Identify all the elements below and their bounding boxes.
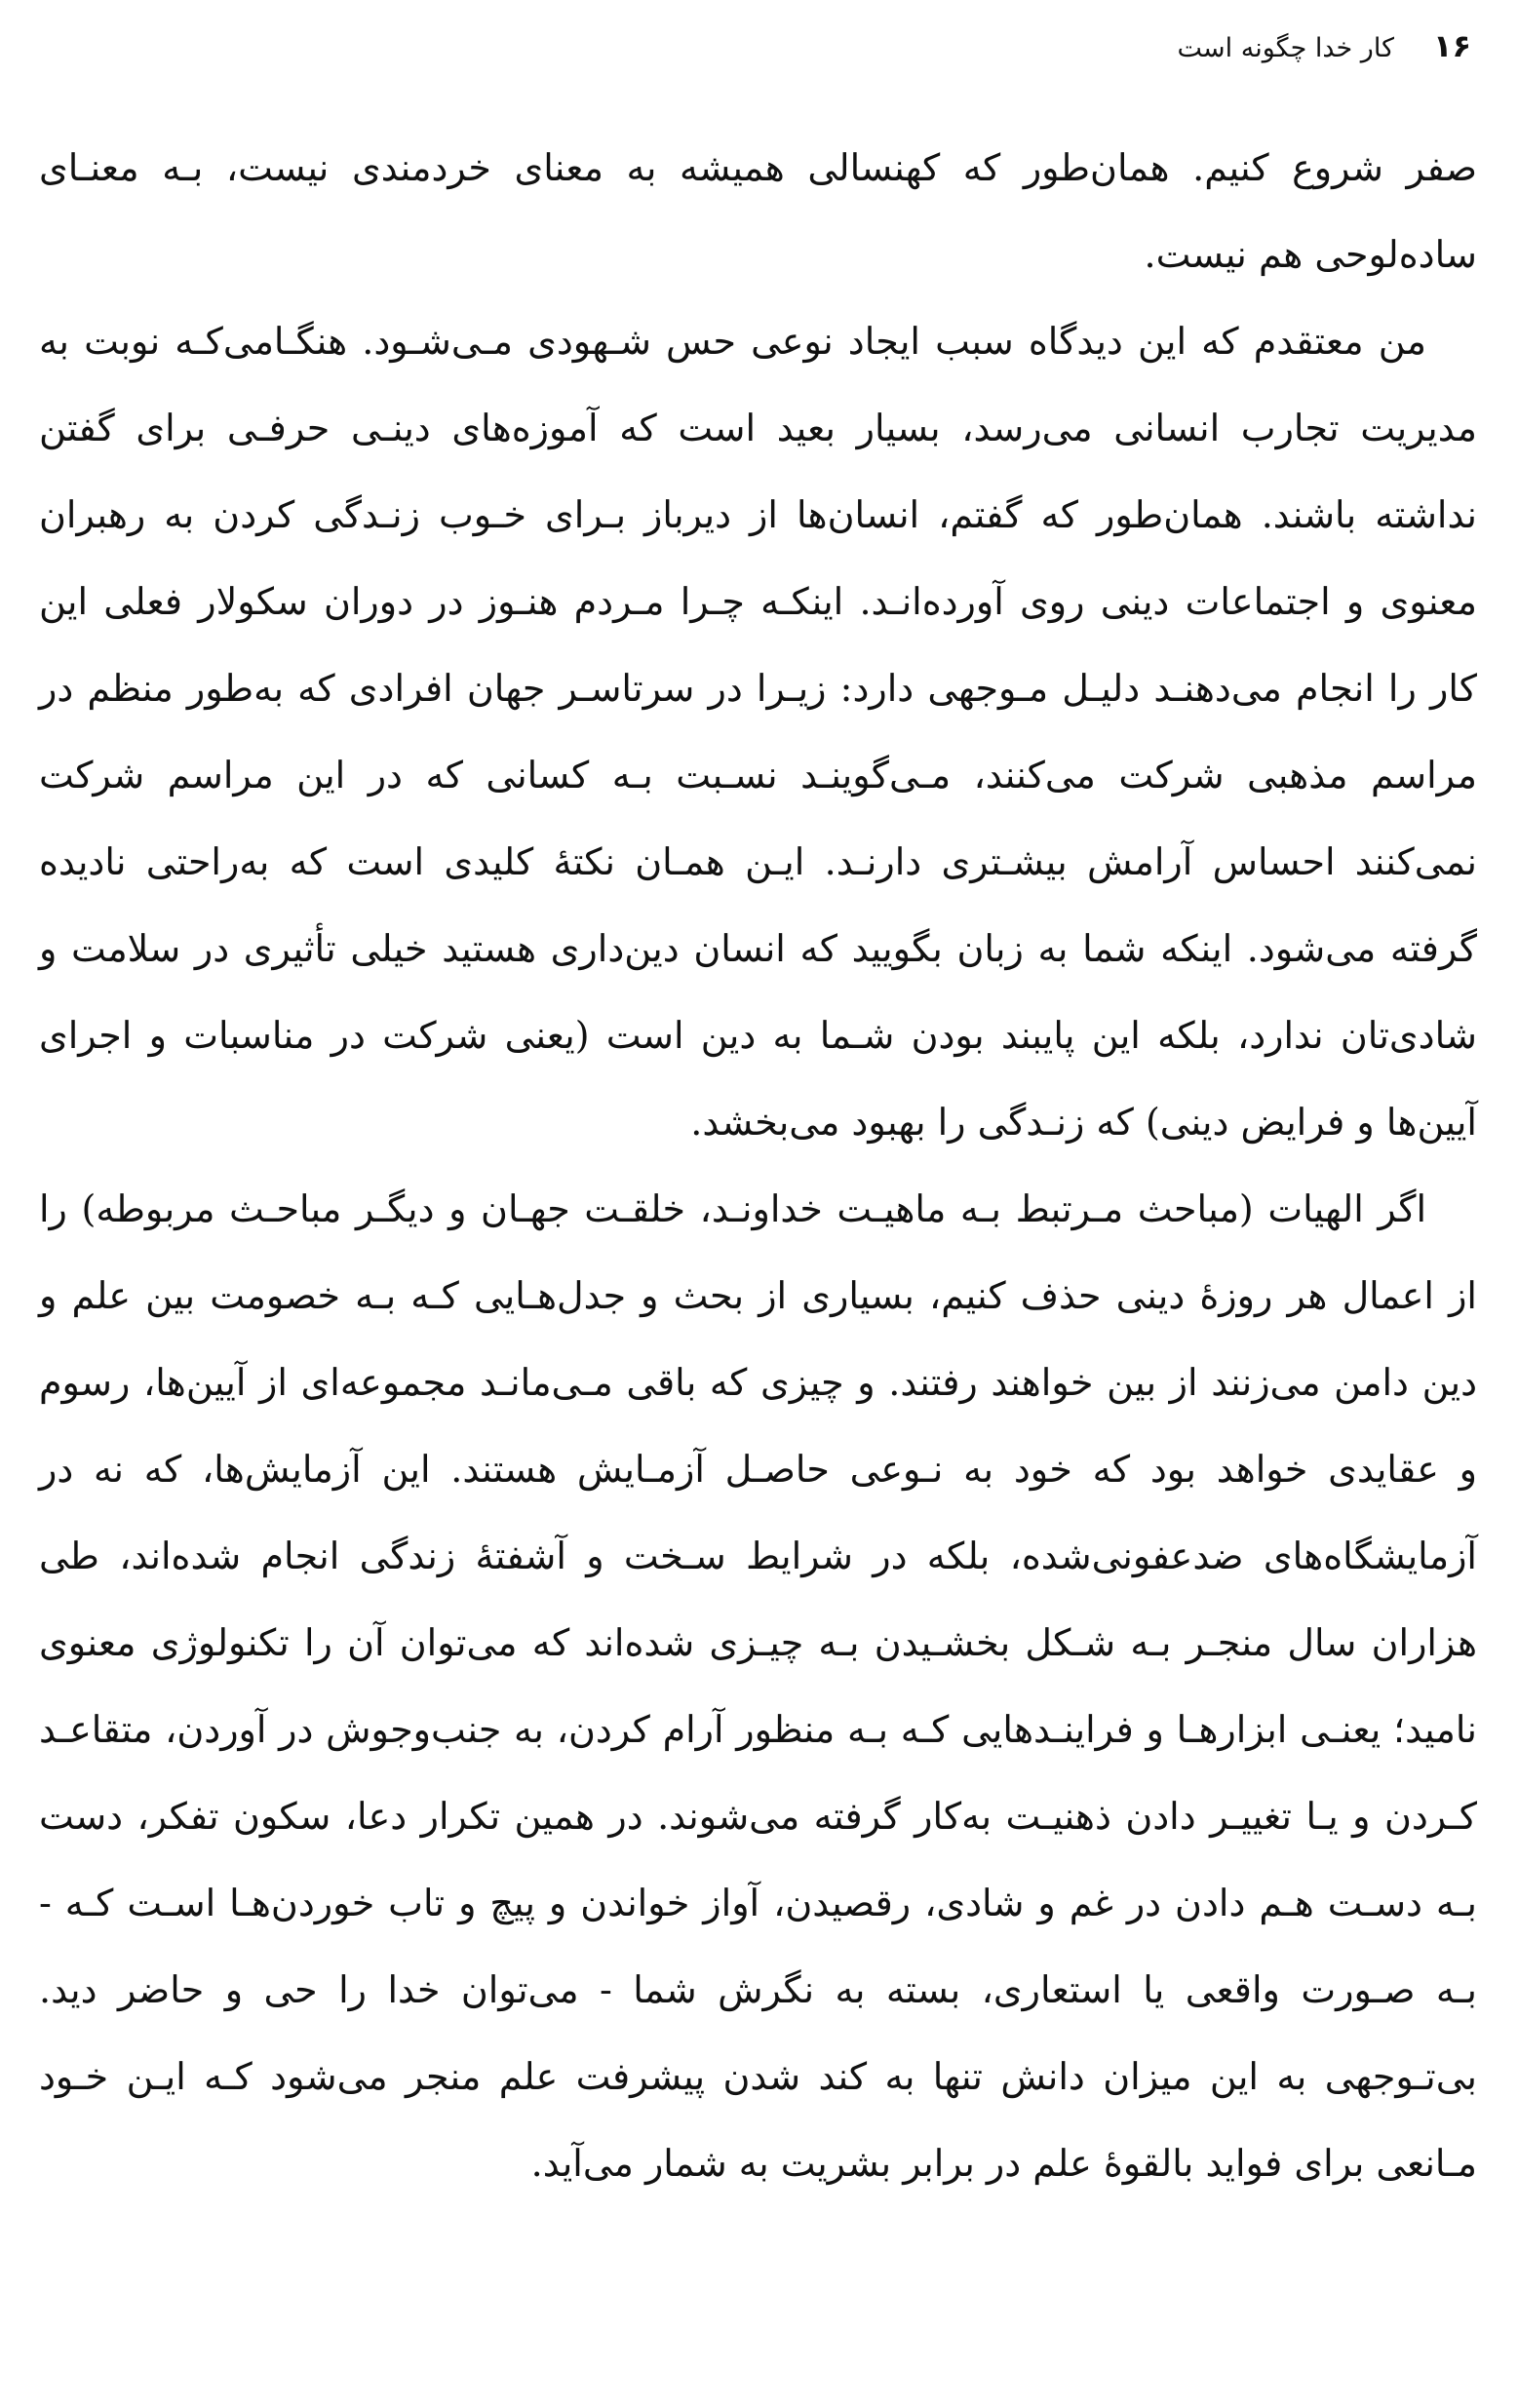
paragraph-continuation: صفر شروع کنیم. همان‌طور که کهنسالی همیشه به معنای خردمندی نیست، بـه معنـای ساده‌لوحی هم نیست. — [39, 146, 1477, 276]
body-text — [39, 125, 1477, 2207]
paragraph: من معتقدم که این دیدگاه سبب ایجاد نوعی حس شـهودی مـی‌شـود. هنگـامی‌کـه نوبت به مدیریت تجارب انسانی می‌رسد، بسیار بعید است که آموزه‌های دینـی حرفـی برای گفتن نداشته باشند. همان‌طور که گفتم، انسان‌ها از دیرباز بـرای خـوب زنـدگی کردن به رهبران معنوی و اجتماعات دینی روی آورده‌انـد. اینکـه چـرا مـردم هنـوز در دوران سکولار فعلی این کار را انجام می‌دهنـد دلیـل مـوجهی دارد: زیـرا در سرتاسـر جهان افرادی که به‌طور منظم در مراسم مذهبی شرکت می‌کنند، مـی‌گوینـد نسـبت بـه کسانی که در این مراسم شرکت نمی‌کنند احساس آرامش بیشـتری دارنـد. ایـن همـان نکتهٔ کلیدی است که به‌راحتی نادیده گرفته می‌شود. اینکه شما به زبان بگویید که انسان دین‌داری هستید خیلی تأثیری در سلامت و شادی‌تان ندارد، بلکه این پایبند بودن شـما به دین است (یعنی شرکت در مناسبات و اجرای آیین‌ها و فرایض دینی) که زنـدگی را بهبود می‌بخشد. — [39, 320, 1477, 1144]
chapter-title: کار خدا چگونه است — [1177, 33, 1394, 63]
page-number: ۱۶ — [1432, 27, 1471, 64]
paragraph: اگر الهیات (مباحث مـرتبط بـه ماهیـت خداونـد، خلقـت جهـان و دیگـر مباحـث مربوطه) را از اعمال هر روزهٔ دینی حذف کنیم، بسیاری از بحث و جدل‌هـایی کـه بـه خصومت بین علم و دین دامن می‌زنند از بین خواهند رفتند. و چیزی که باقی مـی‌مانـد مجموعه‌ای از آیین‌ها، رسوم و عقایدی خواهد بود که خود به نـوعی حاصـل آزمـایش هستند. این آزمایش‌ها، که نه در آزمایشگاه‌های ضدعفونی‌شده، بلکه در شرایط سـخت و آشفتهٔ زندگی انجام شده‌اند، طی هزاران سال منجـر بـه شـکل بخشـیدن بـه چیـزی شده‌اند که می‌توان آن را تکنولوژی معنوی نامید؛ یعنـی ابزارهـا و فراینـدهایی کـه بـه منظور آرام کردن، به جنب‌وجوش در آوردن، متقاعـد کـردن و یـا تغییـر دادن ذهنیـت به‌کار گرفته می‌شوند. در همین تکرار دعا، سکون تفکر، دست بـه دسـت هـم دادن در غم و شادی، رقصیدن، آواز خواندن و پیچ و تاب خوردن‌هـا اسـت کـه - بـه صـورت واقعی یا استعاری، بسته به نگرش شما - می‌توان خدا را حی و حاضر دید. بی‌تـوجهی به این میزان دانش تنها به کند شدن پیشرفت علم منجر می‌شود کـه ایـن خـود مـانعی برای فواید بالقوهٔ علم در برابر بشریت به شمار می‌آید. — [39, 1187, 1478, 2185]
running-header — [39, 27, 1477, 78]
